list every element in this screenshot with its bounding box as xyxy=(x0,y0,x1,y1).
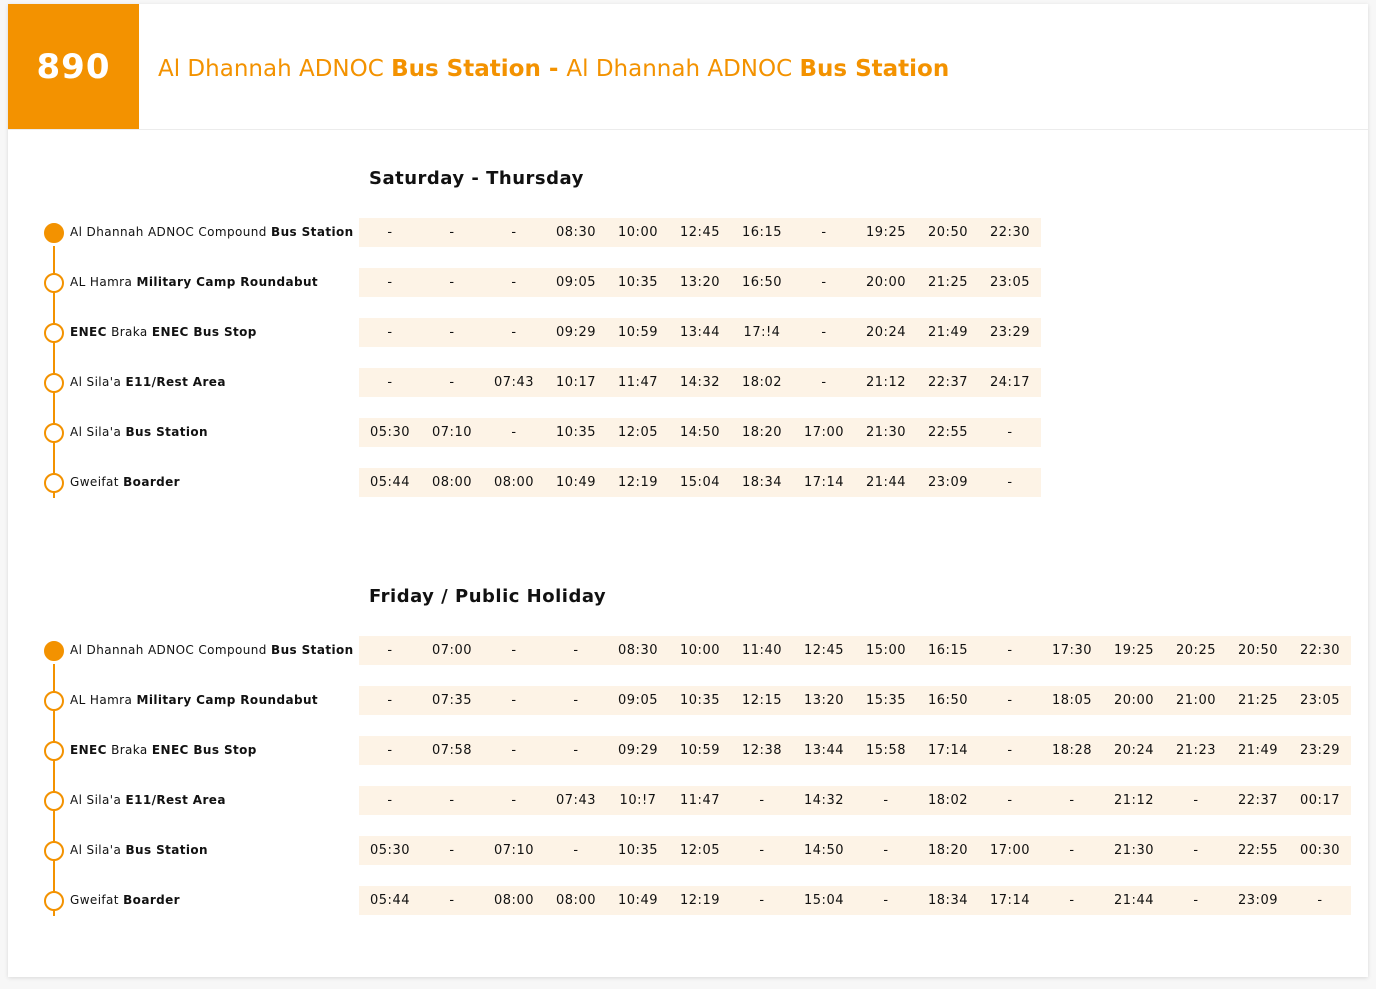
stop-name xyxy=(70,843,208,857)
departure-time-cell: 08:00 xyxy=(494,893,534,908)
origin-stop-marker-icon xyxy=(44,223,64,243)
no-departure-cell: - xyxy=(511,693,517,708)
no-departure-cell: - xyxy=(387,743,393,758)
departure-time-cell: 20:50 xyxy=(1238,643,1278,658)
departure-times xyxy=(359,318,1041,347)
no-departure-cell: - xyxy=(1069,793,1075,808)
departure-time-cell: 15:04 xyxy=(680,475,720,490)
stop-row xyxy=(8,218,1368,248)
stop-name-strong: Military Camp Roundabut xyxy=(136,693,319,707)
stop-name xyxy=(70,693,318,707)
stop-name-strong: Bus Station xyxy=(271,225,354,239)
no-departure-cell: - xyxy=(387,793,393,808)
departure-time-cell: 22:30 xyxy=(990,225,1030,240)
stop-row xyxy=(8,736,1368,766)
departure-time-cell: 10:35 xyxy=(680,693,720,708)
no-departure-cell: - xyxy=(1193,843,1199,858)
departure-time-cell: 16:50 xyxy=(928,693,968,708)
stop-marker-icon xyxy=(44,323,64,343)
no-departure-cell: - xyxy=(1007,425,1013,440)
departure-time-cell: 07:58 xyxy=(432,743,472,758)
departure-time-cell: 18:20 xyxy=(742,425,782,440)
stop-name xyxy=(70,743,257,757)
departure-time-cell: 09:05 xyxy=(618,693,658,708)
departure-time-cell: 16:50 xyxy=(742,275,782,290)
departure-times xyxy=(359,368,1041,397)
departure-time-cell: 08:00 xyxy=(432,475,472,490)
section-title: Friday / Public Holiday xyxy=(369,586,607,607)
stop-name-text: Al Sila'a xyxy=(70,843,126,857)
stop-name-text: Braka xyxy=(106,743,152,757)
stop-name xyxy=(70,425,208,439)
departure-time-cell: 23:09 xyxy=(928,475,968,490)
departure-times xyxy=(359,886,1351,915)
no-departure-cell: - xyxy=(883,843,889,858)
departure-time-cell: 12:05 xyxy=(618,425,658,440)
stop-row xyxy=(8,686,1368,716)
departure-time-cell: 13:44 xyxy=(804,743,844,758)
departure-time-cell: 22:55 xyxy=(928,425,968,440)
no-departure-cell: - xyxy=(883,793,889,808)
no-departure-cell: - xyxy=(511,225,517,240)
no-departure-cell: - xyxy=(759,793,765,808)
no-departure-cell: - xyxy=(1193,793,1199,808)
no-departure-cell: - xyxy=(387,275,393,290)
departure-time-cell: 11:47 xyxy=(618,375,658,390)
stop-name-text: AL Hamra xyxy=(70,275,137,289)
no-departure-cell: - xyxy=(1007,743,1013,758)
departure-time-cell: 22:37 xyxy=(928,375,968,390)
route-title: Al Dhannah ADNOC Bus Station - Al Dhannah ADNOC Bus Station xyxy=(158,56,950,82)
departure-time-cell: 14:32 xyxy=(804,793,844,808)
no-departure-cell: - xyxy=(759,843,765,858)
stop-name xyxy=(70,793,226,807)
departure-time-cell: 19:25 xyxy=(866,225,906,240)
departure-time-cell: 24:17 xyxy=(990,375,1030,390)
departure-time-cell: 09:29 xyxy=(556,325,596,340)
departure-time-cell: 12:15 xyxy=(742,693,782,708)
departure-time-cell: 10:00 xyxy=(618,225,658,240)
no-departure-cell: - xyxy=(387,325,393,340)
stop-name-text: Gweifat xyxy=(70,893,124,907)
departure-time-cell: 21:30 xyxy=(866,425,906,440)
no-departure-cell: - xyxy=(511,325,517,340)
no-departure-cell: - xyxy=(511,425,517,440)
departure-time-cell: 12:45 xyxy=(804,643,844,658)
stop-name-strong: ENEC xyxy=(70,743,107,757)
no-departure-cell: - xyxy=(449,225,455,240)
departure-time-cell: 12:19 xyxy=(680,893,720,908)
departure-time-cell: 21:23 xyxy=(1176,743,1216,758)
departure-time-cell: 18:28 xyxy=(1052,743,1092,758)
no-departure-cell: - xyxy=(449,375,455,390)
departure-time-cell: 15:58 xyxy=(866,743,906,758)
departure-time-cell: 14:32 xyxy=(680,375,720,390)
departure-time-cell: 18:02 xyxy=(742,375,782,390)
route-header xyxy=(8,4,1368,130)
departure-time-cell: 20:00 xyxy=(866,275,906,290)
departure-time-cell: 17:00 xyxy=(990,843,1030,858)
no-departure-cell: - xyxy=(573,643,579,658)
departure-time-cell: 10:35 xyxy=(556,425,596,440)
no-departure-cell: - xyxy=(573,843,579,858)
departure-time-cell: 23:05 xyxy=(1300,693,1340,708)
departure-time-cell: 20:24 xyxy=(1114,743,1154,758)
stop-name-text: Braka xyxy=(106,325,152,339)
departure-times xyxy=(359,736,1351,765)
route-number-badge: 890 xyxy=(8,4,139,129)
departure-time-cell: 17:14 xyxy=(804,475,844,490)
no-departure-cell: - xyxy=(449,843,455,858)
departure-time-cell: 10:59 xyxy=(618,325,658,340)
departure-time-cell: 21:49 xyxy=(928,325,968,340)
departure-time-cell: 09:05 xyxy=(556,275,596,290)
stop-row xyxy=(8,636,1368,666)
departure-time-cell: 11:40 xyxy=(742,643,782,658)
departure-time-cell: 22:55 xyxy=(1238,843,1278,858)
departure-time-cell: 12:38 xyxy=(742,743,782,758)
departure-time-cell: 12:19 xyxy=(618,475,658,490)
departure-time-cell: 22:37 xyxy=(1238,793,1278,808)
departure-times xyxy=(359,836,1351,865)
stop-marker-icon xyxy=(44,741,64,761)
stop-marker-icon xyxy=(44,791,64,811)
stop-marker-icon xyxy=(44,691,64,711)
departure-time-cell: 14:50 xyxy=(804,843,844,858)
departure-time-cell: 18:34 xyxy=(928,893,968,908)
departure-time-cell: 21:25 xyxy=(928,275,968,290)
stop-name-strong: Boarder xyxy=(123,893,180,907)
departure-time-cell: 10:!7 xyxy=(619,793,657,808)
departure-time-cell: 21:44 xyxy=(866,475,906,490)
departure-time-cell: 15:35 xyxy=(866,693,906,708)
departure-time-cell: 10:35 xyxy=(618,275,658,290)
no-departure-cell: - xyxy=(511,643,517,658)
stop-name xyxy=(70,275,318,289)
no-departure-cell: - xyxy=(821,325,827,340)
no-departure-cell: - xyxy=(387,225,393,240)
departure-time-cell: 09:29 xyxy=(618,743,658,758)
departure-time-cell: 00:17 xyxy=(1300,793,1340,808)
no-departure-cell: - xyxy=(1007,693,1013,708)
departure-time-cell: 23:29 xyxy=(990,325,1030,340)
departure-time-cell: 07:35 xyxy=(432,693,472,708)
departure-time-cell: 10:17 xyxy=(556,375,596,390)
stop-row xyxy=(8,418,1368,448)
timetable-card xyxy=(8,4,1368,977)
no-departure-cell: - xyxy=(1007,475,1013,490)
departure-time-cell: 08:30 xyxy=(618,643,658,658)
no-departure-cell: - xyxy=(511,793,517,808)
departure-time-cell: 00:30 xyxy=(1300,843,1340,858)
no-departure-cell: - xyxy=(1317,893,1323,908)
no-departure-cell: - xyxy=(1069,843,1075,858)
departure-time-cell: 20:25 xyxy=(1176,643,1216,658)
departure-time-cell: 21:12 xyxy=(866,375,906,390)
stop-name xyxy=(70,643,354,657)
departure-times xyxy=(359,786,1351,815)
stop-name-text: AL Hamra xyxy=(70,693,137,707)
no-departure-cell: - xyxy=(883,893,889,908)
no-departure-cell: - xyxy=(1069,893,1075,908)
departure-time-cell: 07:10 xyxy=(494,843,534,858)
departure-time-cell: 21:30 xyxy=(1114,843,1154,858)
stop-row xyxy=(8,786,1368,816)
departure-time-cell: 17:14 xyxy=(928,743,968,758)
departure-time-cell: 10:49 xyxy=(618,893,658,908)
stop-row xyxy=(8,368,1368,398)
departure-time-cell: 07:43 xyxy=(494,375,534,390)
stop-row xyxy=(8,836,1368,866)
departure-time-cell: 21:00 xyxy=(1176,693,1216,708)
departure-time-cell: 13:20 xyxy=(804,693,844,708)
no-departure-cell: - xyxy=(449,793,455,808)
departure-time-cell: 16:15 xyxy=(928,643,968,658)
no-departure-cell: - xyxy=(387,375,393,390)
departure-time-cell: 17:30 xyxy=(1052,643,1092,658)
no-departure-cell: - xyxy=(1007,793,1013,808)
departure-time-cell: 23:29 xyxy=(1300,743,1340,758)
departure-times xyxy=(359,468,1041,497)
stop-name-strong: ENEC xyxy=(70,325,107,339)
departure-times xyxy=(359,418,1041,447)
no-departure-cell: - xyxy=(1193,893,1199,908)
stop-name-strong: ENEC Bus Stop xyxy=(151,743,257,757)
departure-time-cell: 10:59 xyxy=(680,743,720,758)
stop-name-text: Al Dhannah ADNOC Compound xyxy=(70,225,272,239)
departure-time-cell: 18:05 xyxy=(1052,693,1092,708)
departure-time-cell: 10:49 xyxy=(556,475,596,490)
departure-time-cell: 07:10 xyxy=(432,425,472,440)
stop-name xyxy=(70,225,354,239)
departure-times xyxy=(359,218,1041,247)
stop-name xyxy=(70,375,226,389)
departure-time-cell: 05:44 xyxy=(370,475,410,490)
departure-time-cell: 07:00 xyxy=(432,643,472,658)
departure-time-cell: 10:35 xyxy=(618,843,658,858)
departure-times xyxy=(359,268,1041,297)
departure-time-cell: 10:00 xyxy=(680,643,720,658)
no-departure-cell: - xyxy=(1007,643,1013,658)
no-departure-cell: - xyxy=(449,275,455,290)
no-departure-cell: - xyxy=(821,375,827,390)
departure-time-cell: 14:50 xyxy=(680,425,720,440)
section-title: Saturday - Thursday xyxy=(369,168,584,189)
stop-row xyxy=(8,468,1368,498)
stop-name-strong: Bus Station xyxy=(125,425,208,439)
stop-name xyxy=(70,325,257,339)
stop-name-text: Gweifat xyxy=(70,475,124,489)
departure-time-cell: 07:43 xyxy=(556,793,596,808)
departure-time-cell: 16:15 xyxy=(742,225,782,240)
departure-time-cell: 21:49 xyxy=(1238,743,1278,758)
departure-time-cell: 18:02 xyxy=(928,793,968,808)
stop-marker-icon xyxy=(44,891,64,911)
stop-row xyxy=(8,268,1368,298)
no-departure-cell: - xyxy=(449,893,455,908)
no-departure-cell: - xyxy=(387,693,393,708)
departure-time-cell: 17:00 xyxy=(804,425,844,440)
departure-time-cell: 15:04 xyxy=(804,893,844,908)
stop-name-text: Al Sila'a xyxy=(70,793,126,807)
departure-time-cell: 21:44 xyxy=(1114,893,1154,908)
stop-name-text: Al Sila'a xyxy=(70,375,126,389)
departure-time-cell: 05:30 xyxy=(370,425,410,440)
departure-time-cell: 23:05 xyxy=(990,275,1030,290)
stop-marker-icon xyxy=(44,841,64,861)
departure-time-cell: 23:09 xyxy=(1238,893,1278,908)
stop-name xyxy=(70,475,180,489)
no-departure-cell: - xyxy=(573,693,579,708)
no-departure-cell: - xyxy=(511,743,517,758)
departure-time-cell: 13:20 xyxy=(680,275,720,290)
departure-time-cell: 05:30 xyxy=(370,843,410,858)
departure-time-cell: 08:30 xyxy=(556,225,596,240)
stop-name-strong: Bus Station xyxy=(271,643,354,657)
departure-time-cell: 11:47 xyxy=(680,793,720,808)
departure-time-cell: 05:44 xyxy=(370,893,410,908)
departure-time-cell: 08:00 xyxy=(494,475,534,490)
stop-name xyxy=(70,893,180,907)
departure-times xyxy=(359,636,1351,665)
departure-time-cell: 20:50 xyxy=(928,225,968,240)
stop-name-text: Al Sila'a xyxy=(70,425,126,439)
departure-time-cell: 18:20 xyxy=(928,843,968,858)
stop-name-strong: E11/Rest Area xyxy=(125,793,226,807)
stop-row xyxy=(8,318,1368,348)
departure-time-cell: 13:44 xyxy=(680,325,720,340)
departure-time-cell: 17:14 xyxy=(990,893,1030,908)
departure-time-cell: 22:30 xyxy=(1300,643,1340,658)
no-departure-cell: - xyxy=(511,275,517,290)
stop-marker-icon xyxy=(44,373,64,393)
departure-time-cell: 08:00 xyxy=(556,893,596,908)
no-departure-cell: - xyxy=(821,225,827,240)
departure-time-cell: 12:45 xyxy=(680,225,720,240)
departure-time-cell: 21:12 xyxy=(1114,793,1154,808)
departure-time-cell: 18:34 xyxy=(742,475,782,490)
no-departure-cell: - xyxy=(449,325,455,340)
stop-name-strong: ENEC Bus Stop xyxy=(151,325,257,339)
no-departure-cell: - xyxy=(387,643,393,658)
departure-time-cell: 20:24 xyxy=(866,325,906,340)
no-departure-cell: - xyxy=(573,743,579,758)
no-departure-cell: - xyxy=(821,275,827,290)
departure-time-cell: 20:00 xyxy=(1114,693,1154,708)
stop-name-strong: Bus Station xyxy=(125,843,208,857)
departure-time-cell: 12:05 xyxy=(680,843,720,858)
stop-name-strong: Boarder xyxy=(123,475,180,489)
departure-time-cell: 21:25 xyxy=(1238,693,1278,708)
stop-marker-icon xyxy=(44,473,64,493)
departure-time-cell: 19:25 xyxy=(1114,643,1154,658)
stop-name-text: Al Dhannah ADNOC Compound xyxy=(70,643,272,657)
departure-time-cell: 15:00 xyxy=(866,643,906,658)
stop-row xyxy=(8,886,1368,916)
no-departure-cell: - xyxy=(759,893,765,908)
origin-stop-marker-icon xyxy=(44,641,64,661)
stop-name-strong: E11/Rest Area xyxy=(125,375,226,389)
departure-time-cell: 17:!4 xyxy=(743,325,781,340)
stop-marker-icon xyxy=(44,273,64,293)
departure-times xyxy=(359,686,1351,715)
stop-name-strong: Military Camp Roundabut xyxy=(136,275,319,289)
stop-marker-icon xyxy=(44,423,64,443)
